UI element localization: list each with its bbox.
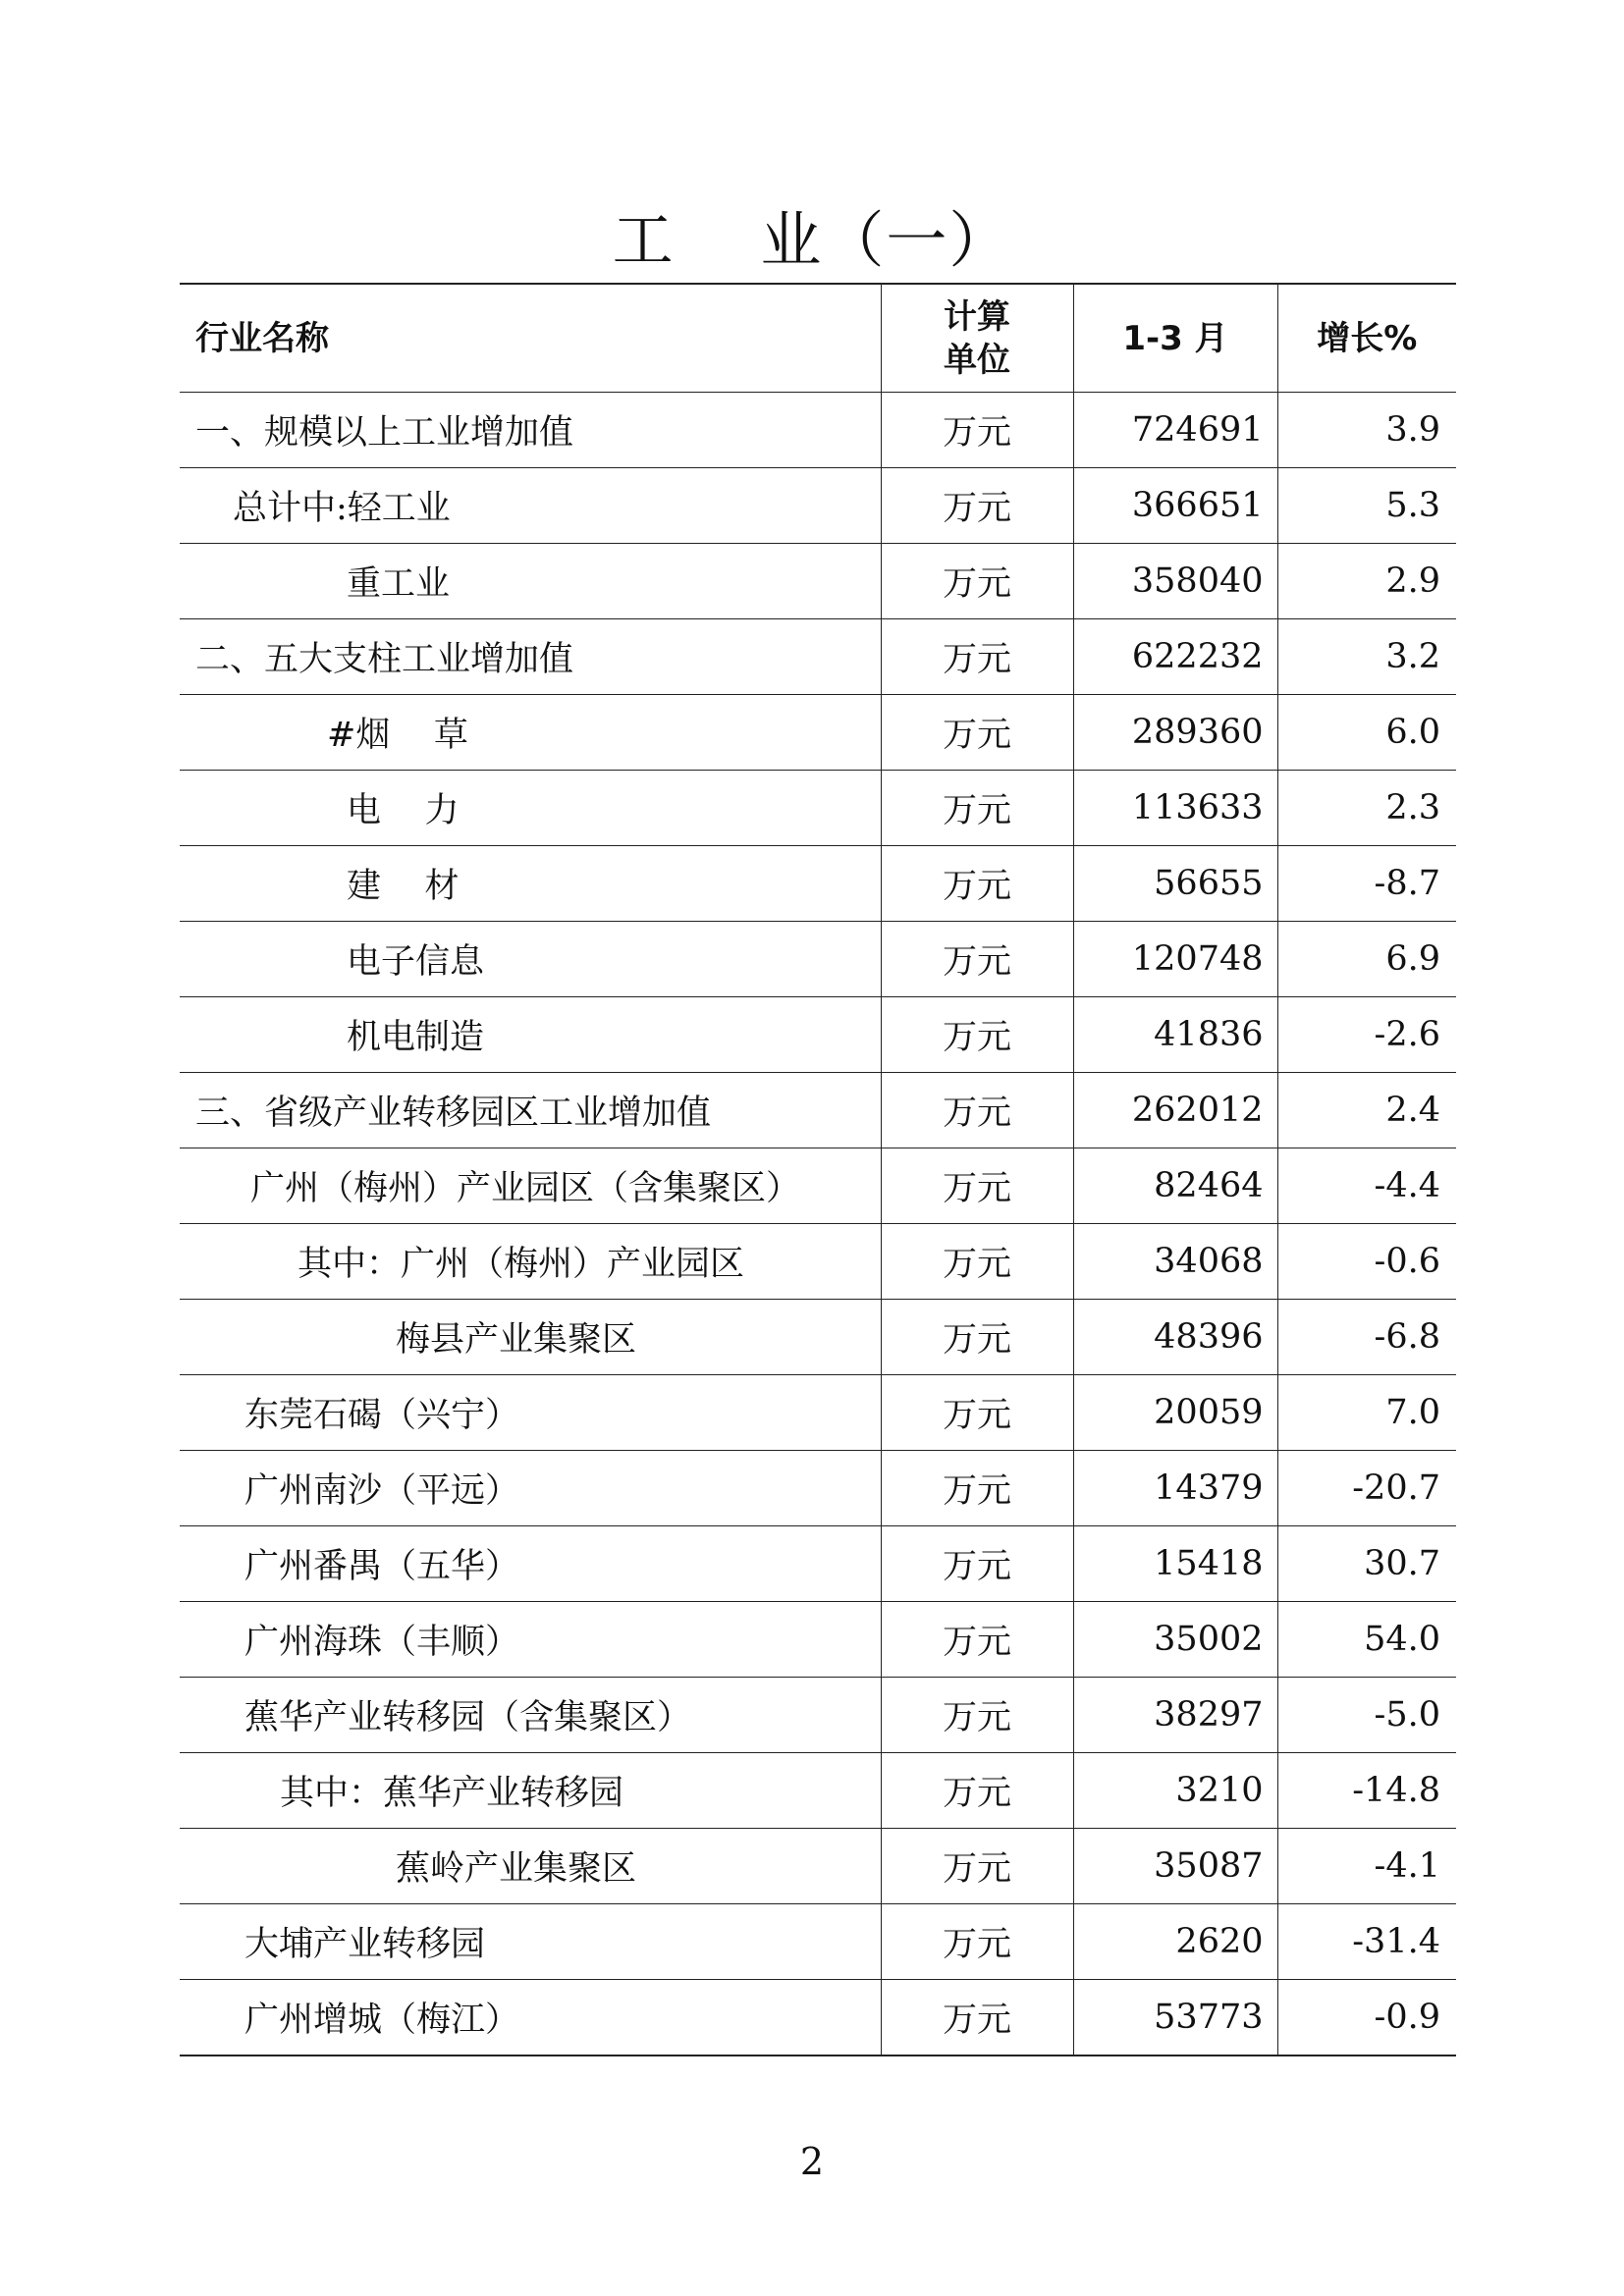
row-name: 建 材 <box>180 846 881 922</box>
row-name: 重工业 <box>180 544 881 619</box>
row-growth: 5.3 <box>1277 468 1456 544</box>
row-value: 14379 <box>1073 1451 1277 1526</box>
row-name: 其中：蕉华产业转移园 <box>180 1753 881 1829</box>
table-row <box>180 1148 1456 1224</box>
row-name: 广州番禺（五华） <box>180 1526 881 1602</box>
table-row <box>180 544 1456 619</box>
row-name: 梅县产业集聚区 <box>180 1300 881 1375</box>
row-unit: 万元 <box>881 1980 1073 2056</box>
row-growth: -20.7 <box>1277 1451 1456 1526</box>
table-row <box>180 1829 1456 1904</box>
header-unit-line2: 单位 <box>944 340 1010 380</box>
table-row <box>180 695 1456 771</box>
row-name: 广州海珠（丰顺） <box>180 1602 881 1678</box>
row-value: 120748 <box>1073 922 1277 997</box>
page-number: 2 <box>799 2140 825 2183</box>
row-unit: 万元 <box>881 846 1073 922</box>
row-value: 41836 <box>1073 997 1277 1073</box>
table-row <box>180 1375 1456 1451</box>
row-unit: 万元 <box>881 1224 1073 1300</box>
row-name: 东莞石碣（兴宁） <box>180 1375 881 1451</box>
row-growth: -6.8 <box>1277 1300 1456 1375</box>
table-row <box>180 997 1456 1073</box>
row-value: 724691 <box>1073 393 1277 468</box>
table-row <box>180 468 1456 544</box>
header-industry-name: 行业名称 <box>180 284 881 393</box>
table-row <box>180 1451 1456 1526</box>
table-row <box>180 846 1456 922</box>
row-unit: 万元 <box>881 393 1073 468</box>
row-value: 20059 <box>1073 1375 1277 1451</box>
row-unit: 万元 <box>881 997 1073 1073</box>
row-unit: 万元 <box>881 695 1073 771</box>
row-value: 34068 <box>1073 1224 1277 1300</box>
table-row <box>180 922 1456 997</box>
row-value: 35087 <box>1073 1829 1277 1904</box>
table-row <box>180 1980 1456 2056</box>
row-unit: 万元 <box>881 1753 1073 1829</box>
row-value: 366651 <box>1073 468 1277 544</box>
table-row <box>180 1678 1456 1753</box>
row-name: 广州增城（梅江） <box>180 1980 881 2056</box>
header-unit <box>881 284 1073 393</box>
table-row <box>180 1073 1456 1148</box>
row-growth: -4.4 <box>1277 1148 1456 1224</box>
row-growth: -0.9 <box>1277 1980 1456 2056</box>
row-unit: 万元 <box>881 922 1073 997</box>
row-growth: -5.0 <box>1277 1678 1456 1753</box>
table-row <box>180 1753 1456 1829</box>
row-name: 总计中:轻工业 <box>180 468 881 544</box>
row-value: 38297 <box>1073 1678 1277 1753</box>
row-growth: 6.0 <box>1277 695 1456 771</box>
row-growth: 2.4 <box>1277 1073 1456 1148</box>
row-value: 35002 <box>1073 1602 1277 1678</box>
row-growth: -31.4 <box>1277 1904 1456 1980</box>
row-name: 其中：广州（梅州）产业园区 <box>180 1224 881 1300</box>
row-name: #烟 草 <box>180 695 881 771</box>
row-growth: 3.9 <box>1277 393 1456 468</box>
row-value: 358040 <box>1073 544 1277 619</box>
row-unit: 万元 <box>881 1829 1073 1904</box>
row-growth: 2.9 <box>1277 544 1456 619</box>
row-name: 蕉华产业转移园（含集聚区） <box>180 1678 881 1753</box>
row-value: 113633 <box>1073 771 1277 846</box>
row-name: 广州南沙（平远） <box>180 1451 881 1526</box>
table-row <box>180 771 1456 846</box>
row-unit: 万元 <box>881 619 1073 695</box>
row-unit: 万元 <box>881 1375 1073 1451</box>
row-name: 机电制造 <box>180 997 881 1073</box>
row-name: 三、省级产业转移园区工业增加值 <box>180 1073 881 1148</box>
row-name: 电子信息 <box>180 922 881 997</box>
row-unit: 万元 <box>881 1300 1073 1375</box>
row-name: 蕉岭产业集聚区 <box>180 1829 881 1904</box>
row-name: 广州（梅州）产业园区（含集聚区） <box>180 1148 881 1224</box>
table-row <box>180 1300 1456 1375</box>
row-unit: 万元 <box>881 1451 1073 1526</box>
row-growth: -8.7 <box>1277 846 1456 922</box>
row-value: 289360 <box>1073 695 1277 771</box>
header-growth: 增长% <box>1277 284 1456 393</box>
row-name: 一、规模以上工业增加值 <box>180 393 881 468</box>
table-row <box>180 1224 1456 1300</box>
row-unit: 万元 <box>881 1148 1073 1224</box>
table-row <box>180 393 1456 468</box>
row-name: 大埔产业转移园 <box>180 1904 881 1980</box>
row-growth: -14.8 <box>1277 1753 1456 1829</box>
row-unit: 万元 <box>881 1073 1073 1148</box>
row-growth: -4.1 <box>1277 1829 1456 1904</box>
row-growth: -0.6 <box>1277 1224 1456 1300</box>
row-growth: 30.7 <box>1277 1526 1456 1602</box>
table-header-row <box>180 284 1456 393</box>
table-row <box>180 619 1456 695</box>
row-unit: 万元 <box>881 1526 1073 1602</box>
row-growth: 7.0 <box>1277 1375 1456 1451</box>
row-value: 2620 <box>1073 1904 1277 1980</box>
industry-stats-table <box>180 283 1456 2056</box>
row-unit: 万元 <box>881 1904 1073 1980</box>
row-unit: 万元 <box>881 771 1073 846</box>
row-value: 262012 <box>1073 1073 1277 1148</box>
page-title: 工 业（一） <box>612 204 1012 276</box>
row-name: 二、五大支柱工业增加值 <box>180 619 881 695</box>
row-unit: 万元 <box>881 1602 1073 1678</box>
table-row <box>180 1904 1456 1980</box>
row-value: 53773 <box>1073 1980 1277 2056</box>
table-row <box>180 1602 1456 1678</box>
header-unit-line1: 计算 <box>944 296 1010 337</box>
row-value: 3210 <box>1073 1753 1277 1829</box>
row-unit: 万元 <box>881 544 1073 619</box>
row-growth: 6.9 <box>1277 922 1456 997</box>
row-value: 56655 <box>1073 846 1277 922</box>
row-value: 15418 <box>1073 1526 1277 1602</box>
row-unit: 万元 <box>881 1678 1073 1753</box>
header-period: 1-3 月 <box>1073 284 1277 393</box>
row-unit: 万元 <box>881 468 1073 544</box>
row-name: 电 力 <box>180 771 881 846</box>
row-value: 622232 <box>1073 619 1277 695</box>
row-growth: -2.6 <box>1277 997 1456 1073</box>
row-growth: 2.3 <box>1277 771 1456 846</box>
row-growth: 3.2 <box>1277 619 1456 695</box>
row-value: 82464 <box>1073 1148 1277 1224</box>
row-value: 48396 <box>1073 1300 1277 1375</box>
row-growth: 54.0 <box>1277 1602 1456 1678</box>
table-row <box>180 1526 1456 1602</box>
